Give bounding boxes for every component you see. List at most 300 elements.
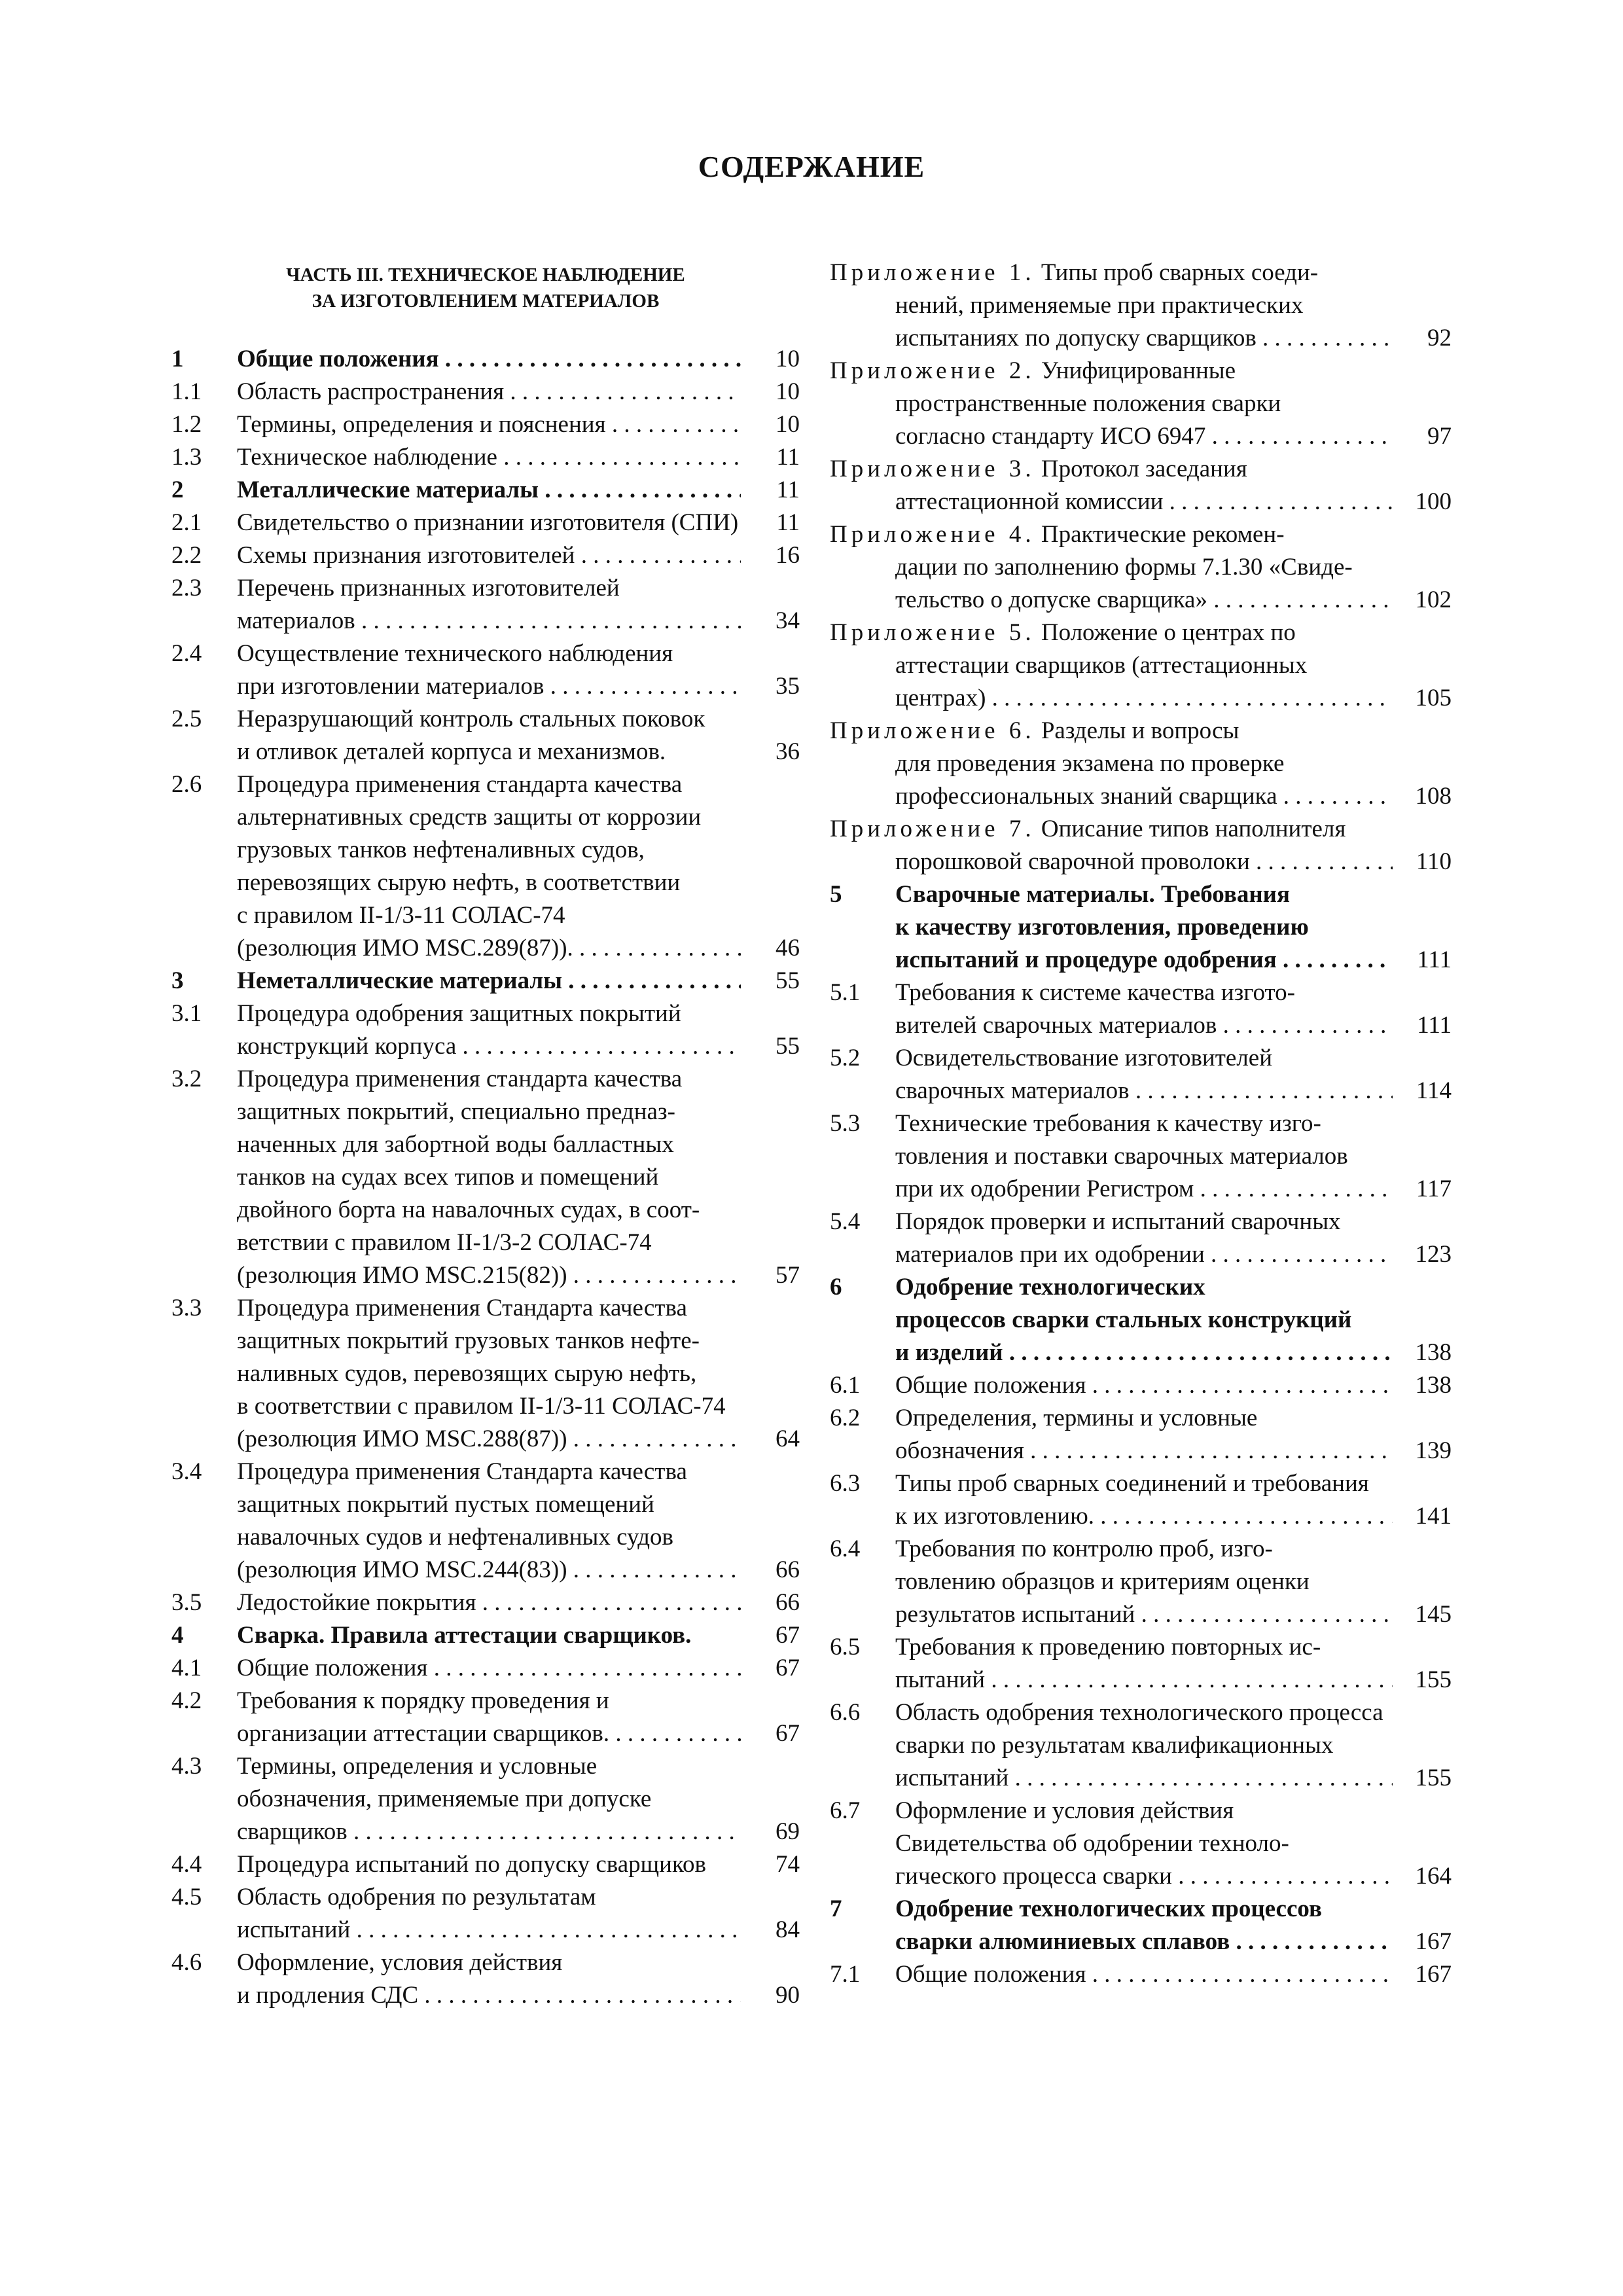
toc-line (830, 1435, 1452, 1467)
toc-line (171, 1161, 800, 1194)
toc-line (830, 1042, 1452, 1075)
toc-line (171, 343, 800, 376)
toc-section-number: 6.3 (830, 1470, 861, 1497)
toc-page-number: 10 (776, 411, 800, 438)
toc-page-number: 92 (1427, 325, 1452, 351)
toc-line (171, 1914, 800, 1946)
toc-page-number: 141 (1415, 1503, 1452, 1530)
toc-line (830, 1958, 1452, 1991)
toc-entry-title: (резолюция ИМО MSC.288(87)) . . . (237, 1423, 741, 1456)
toc-entry-title: профессиональных знаний сварщика . . . (895, 780, 1393, 813)
toc-line (171, 441, 800, 474)
toc-line (830, 1827, 1452, 1860)
toc-section-number: 1.1 (171, 378, 202, 405)
toc-page-number: 35 (776, 673, 800, 700)
toc-entry-title: альтернативных средств защиты от коррозии (237, 804, 702, 831)
toc-page-number: 34 (776, 607, 800, 634)
appendix-label: Приложение 6. (830, 717, 1035, 744)
toc-line (830, 944, 1452, 977)
toc-entry-title: Процедура применения Стандарта качества (237, 1295, 687, 1321)
toc-entry-title: Термины, определения и условные (237, 1753, 597, 1780)
toc-section-number: 6.1 (830, 1372, 861, 1399)
toc-line (171, 1750, 800, 1783)
appendix-label: Приложение 1. (830, 259, 1035, 286)
toc-page-number: 111 (1417, 1012, 1452, 1039)
toc-line (830, 551, 1452, 584)
toc-entry-title: Приложение 3. Протокол заседания (830, 456, 1247, 482)
toc-line (830, 355, 1452, 387)
toc-section-number: 2.3 (171, 575, 202, 601)
toc-entry-title: при изготовлении материалов . . . (237, 670, 741, 703)
toc-page-number: 84 (776, 1916, 800, 1943)
toc-entry-title: к их изготовлению. . . . (895, 1500, 1393, 1533)
toc-entry-title: защитных покрытий грузовых танков нефте- (237, 1327, 700, 1354)
toc-section-number: 1 (171, 346, 184, 372)
toc-line (171, 1357, 800, 1390)
toc-line (171, 834, 800, 867)
toc-entry-title: Общие положения . . . (895, 1958, 1393, 1991)
toc-entry-title: сварки алюминиевых сплавов . . . (895, 1926, 1393, 1958)
toc-entry-title: Сварка. Правила аттестации сварщиков. (237, 1622, 692, 1649)
toc-entry-title: Металлические материалы . . . (237, 474, 741, 507)
toc-entry-title: Приложение 1. Типы проб сварных соеди- (830, 259, 1319, 286)
toc-entry-title: Ледостойкие покрытия . . . (237, 1587, 741, 1619)
toc-page-number: 67 (776, 1655, 800, 1681)
toc-section-number: 6.4 (830, 1535, 861, 1562)
toc-section-number: 5.4 (830, 1208, 861, 1235)
toc-page-number: 100 (1415, 488, 1452, 515)
toc-section-number: 4.1 (171, 1655, 202, 1681)
toc-page-number: 164 (1415, 1863, 1452, 1890)
toc-line (830, 1304, 1452, 1336)
toc-line (830, 289, 1452, 322)
toc-entry-title: и изделий . . . (895, 1336, 1393, 1369)
toc-entry-title: Процедура одобрения защитных покрытий (237, 1000, 681, 1027)
toc-entry-title: дации по заполнению формы 7.1.30 «Свиде- (895, 554, 1353, 581)
toc-line (171, 932, 800, 965)
toc-left-column (171, 262, 800, 2012)
toc-section-number: 4.5 (171, 1884, 202, 1910)
toc-line (830, 977, 1452, 1009)
toc-entry-title: Оформление, условия действия (237, 1949, 563, 1976)
toc-entry-title: испытаниях по допуску сварщиков . . . (895, 322, 1393, 355)
toc-line (830, 486, 1452, 518)
toc-entry-title: Процедура применения стандарта качества (237, 1066, 683, 1092)
toc-entry-title: Требования по контролю проб, изго- (895, 1535, 1273, 1562)
toc-line (830, 1631, 1452, 1664)
appendix-label: Приложение 5. (830, 619, 1035, 646)
toc-section-number: 6.2 (830, 1405, 861, 1431)
toc-page-number: 55 (776, 1033, 800, 1060)
toc-line (830, 1598, 1452, 1631)
toc-entry-title: сварщиков . . . (237, 1816, 741, 1848)
toc-line (171, 1717, 800, 1750)
toc-page-number: 55 (776, 967, 800, 994)
toc-line (171, 408, 800, 441)
toc-section-number: 2.4 (171, 640, 202, 667)
toc-entry-title: товлению образцов и критериям оценки (895, 1568, 1310, 1595)
toc-section-number: 3.4 (171, 1458, 202, 1485)
toc-line (171, 965, 800, 997)
toc-section-number: 1.3 (171, 444, 202, 471)
toc-entry-title: Порядок проверки и испытаний сварочных (895, 1208, 1341, 1235)
toc-line (830, 1893, 1452, 1926)
toc-entry-title: ветствии с правилом II-1/3-2 СОЛАС-74 (237, 1229, 652, 1256)
toc-page-number: 167 (1415, 1961, 1452, 1988)
toc-entry-title: Процедура применения Стандарта качества (237, 1458, 687, 1485)
toc-entry-title: материалов при их одобрении . . . (895, 1238, 1393, 1271)
toc-line (171, 899, 800, 932)
toc-entry-title: Свидетельство о признании изготовителя (СПИ) (237, 509, 739, 536)
toc-entry-title: Приложение 2. Унифицированные (830, 357, 1236, 384)
toc-line (830, 257, 1452, 289)
toc-line (830, 1926, 1452, 1958)
toc-entry-title: Общие положения . . . (237, 343, 741, 376)
part-heading-line-2: ЗА ИЗГОТОВЛЕНИЕМ МАТЕРИАЛОВ (312, 291, 660, 312)
toc-entry-title: Процедура испытаний по допуску сварщиков (237, 1851, 707, 1878)
toc-entry-title: Неметаллические материалы . . . (237, 965, 741, 997)
toc-section-number: 3.2 (171, 1066, 202, 1092)
toc-section-number: 6.6 (830, 1699, 861, 1726)
toc-line (171, 1521, 800, 1554)
toc-entry-title: в соответствии с правилом II-1/3-11 СОЛАС-74 (237, 1393, 726, 1420)
toc-line (830, 387, 1452, 420)
toc-entry-title: Оформление и условия действия (895, 1797, 1234, 1824)
toc-section-number: 3 (171, 967, 184, 994)
toc-entry-title: Одобрение технологических процессов (895, 1895, 1322, 1922)
toc-line (171, 1423, 800, 1456)
toc-page-number: 66 (776, 1589, 800, 1616)
toc-line (830, 1664, 1452, 1696)
toc-page-number: 36 (776, 738, 800, 765)
toc-line (830, 1238, 1452, 1271)
toc-line (830, 1271, 1452, 1304)
toc-entry-title: Сварочные материалы. Требования (895, 881, 1291, 908)
toc-line (171, 997, 800, 1030)
toc-entry-title: нений, применяемые при практических (895, 292, 1304, 319)
toc-line (830, 1860, 1452, 1893)
toc-line (171, 1587, 800, 1619)
toc-entry-title: испытаний . . . (895, 1762, 1393, 1795)
toc-line (830, 1140, 1452, 1173)
toc-page-number: 74 (776, 1851, 800, 1878)
toc-line (171, 376, 800, 408)
toc-line (171, 1096, 800, 1128)
toc-page-number: 155 (1415, 1666, 1452, 1693)
appendix-label: Приложение 3. (830, 456, 1035, 482)
toc-entry-title: при их одобрении Регистром . . . (895, 1173, 1393, 1206)
toc-page-number: 69 (776, 1818, 800, 1845)
toc-page-number: 10 (776, 346, 800, 372)
toc-page-number: 11 (776, 509, 800, 536)
toc-line (171, 1783, 800, 1816)
toc-entry-title: Освидетельствование изготовителей (895, 1045, 1272, 1071)
toc-line (171, 1652, 800, 1685)
toc-entry-title: Термины, определения и пояснения . . . (237, 408, 741, 441)
toc-section-number: 4.3 (171, 1753, 202, 1780)
toc-entry-title: Осуществление технического наблюдения (237, 640, 673, 667)
toc-line (171, 1259, 800, 1292)
toc-line (171, 670, 800, 703)
toc-entry-title: наченных для забортной воды балластных (237, 1131, 674, 1158)
toc-line (830, 1107, 1452, 1140)
toc-line (171, 736, 800, 768)
toc-line (830, 813, 1452, 846)
toc-line (830, 1533, 1452, 1566)
toc-line (830, 1729, 1452, 1762)
toc-entry-title: Приложение 5. Положение о центрах по (830, 619, 1296, 646)
toc-entry-title: порошковой сварочной проволоки . . . (895, 846, 1393, 878)
toc-entry-title: тельство о допуске сварщика» . . . (895, 584, 1393, 617)
toc-entry-title: для проведения экзамена по проверке (895, 750, 1285, 777)
toc-line (171, 1848, 800, 1881)
toc-entry-title: Технические требования к качеству изго- (895, 1110, 1321, 1137)
toc-page-number: 108 (1415, 783, 1452, 810)
toc-section-number: 4.6 (171, 1949, 202, 1976)
toc-entry-title: (резолюция ИМО MSC.289(87)). . . . (237, 932, 741, 965)
toc-section-number: 5.3 (830, 1110, 861, 1137)
toc-line (830, 682, 1452, 715)
toc-line (171, 1325, 800, 1357)
toc-entry-title: перевозящих сырую нефть, в соответствии (237, 869, 681, 896)
toc-line (830, 1336, 1452, 1369)
toc-entry-title: испытаний . . . (237, 1914, 741, 1946)
toc-page-number: 139 (1415, 1437, 1452, 1464)
toc-section-number: 1.2 (171, 411, 202, 438)
toc-entry-title: (резолюция ИМО MSC.244(83)) . . . (237, 1554, 741, 1587)
toc-entry-title: процессов сварки стальных конструкций (895, 1306, 1352, 1333)
toc-line (830, 911, 1452, 944)
toc-line (171, 1292, 800, 1325)
toc-line (830, 617, 1452, 649)
toc-entry-title: сварки по результатам квалификационных (895, 1732, 1334, 1759)
toc-line (171, 1685, 800, 1717)
toc-line (171, 1554, 800, 1587)
toc-entry-title: Перечень признанных изготовителей (237, 575, 620, 601)
toc-entry-title: центрах) . . . (895, 682, 1393, 715)
toc-entry-title: навалочных судов и нефтеналивных судов (237, 1524, 674, 1551)
toc-section-number: 2.2 (171, 542, 202, 569)
toc-section-number: 2.6 (171, 771, 202, 798)
toc-line (171, 507, 800, 539)
toc-page-number: 10 (776, 378, 800, 405)
toc-entry-title: Область распространения . . . (237, 376, 741, 408)
toc-line (830, 747, 1452, 780)
appendix-label: Приложение 4. (830, 521, 1035, 548)
toc-line (830, 1173, 1452, 1206)
toc-page-number: 155 (1415, 1765, 1452, 1791)
toc-line (171, 539, 800, 572)
toc-line (171, 1227, 800, 1259)
toc-right-column (830, 257, 1452, 1991)
toc-line (830, 1762, 1452, 1795)
toc-line (830, 1696, 1452, 1729)
toc-entry-title: (резолюция ИМО MSC.215(82)) . . . (237, 1259, 741, 1292)
toc-page-number: 117 (1416, 1175, 1452, 1202)
toc-line (830, 715, 1452, 747)
appendix-label: Приложение 2. (830, 357, 1035, 384)
toc-entry-title: Область одобрения по результатам (237, 1884, 596, 1910)
toc-section-number: 3.5 (171, 1589, 202, 1616)
toc-line (171, 703, 800, 736)
toc-section-number: 2.5 (171, 706, 202, 732)
toc-entry-title: аттестационной комиссии . . . (895, 486, 1393, 518)
toc-page-number: 167 (1415, 1928, 1452, 1955)
toc-section-number: 7.1 (830, 1961, 861, 1988)
toc-line (830, 649, 1452, 682)
toc-entry-title: Область одобрения технологического процесса (895, 1699, 1383, 1726)
toc-line (171, 1063, 800, 1096)
toc-line (171, 474, 800, 507)
toc-page-number: 145 (1415, 1601, 1452, 1628)
toc-line (830, 1467, 1452, 1500)
toc-entry-title: наливных судов, перевозящих сырую нефть, (237, 1360, 697, 1387)
toc-entry-title: пространственные положения сварки (895, 390, 1281, 417)
toc-entry-title: защитных покрытий пустых помещений (237, 1491, 654, 1518)
toc-page-number: 66 (776, 1556, 800, 1583)
toc-line (830, 1402, 1452, 1435)
toc-line (171, 1390, 800, 1423)
toc-section-number: 4 (171, 1622, 184, 1649)
toc-line (830, 1795, 1452, 1827)
toc-entry-title: Приложение 7. Описание типов наполнителя (830, 816, 1346, 842)
toc-line (830, 1075, 1452, 1107)
toc-line (830, 1369, 1452, 1402)
toc-entry-title: Свидетельства об одобрении техноло- (895, 1830, 1289, 1857)
appendix-label: Приложение 7. (830, 816, 1035, 842)
toc-line (830, 420, 1452, 453)
toc-page-number: 110 (1416, 848, 1452, 875)
toc-page-number: 138 (1415, 1339, 1452, 1366)
toc-entry-title: обозначения, применяемые при допуске (237, 1785, 652, 1812)
toc-page-number: 16 (776, 542, 800, 569)
toc-entry-title: результатов испытаний . . . (895, 1598, 1393, 1631)
toc-line (830, 1206, 1452, 1238)
toc-entry-title: согласно стандарту ИСО 6947 . . . (895, 420, 1393, 453)
toc-section-number: 6 (830, 1274, 842, 1300)
toc-line (171, 1488, 800, 1521)
toc-line (171, 867, 800, 899)
toc-entry-title: Общие положения . . . (237, 1652, 741, 1685)
toc-entry-title: Типы проб сварных соединений и требования (895, 1470, 1369, 1497)
toc-entry-title: конструкций корпуса . . . (237, 1030, 741, 1063)
toc-entry-title: грузовых танков нефтеналивных судов, (237, 836, 645, 863)
toc-page-number: 67 (776, 1622, 800, 1649)
toc-entry-title: организации аттестации сварщиков. . . . (237, 1717, 741, 1750)
toc-entry-title: и продления СДС . . . (237, 1979, 741, 2012)
toc-line (830, 518, 1452, 551)
toc-entry-title: материалов . . . (237, 605, 741, 637)
toc-line (171, 605, 800, 637)
toc-line (830, 584, 1452, 617)
toc-page-number: 138 (1415, 1372, 1452, 1399)
part-heading (230, 262, 741, 314)
toc-entry-title: испытаний и процедуре одобрения . . . (895, 944, 1393, 977)
part-heading-line-1: ЧАСТЬ III. ТЕХНИЧЕСКОЕ НАБЛЮДЕНИЕ (286, 264, 685, 285)
toc-line (171, 1030, 800, 1063)
toc-entry-title: с правилом II-1/3-11 СОЛАС-74 (237, 902, 565, 929)
toc-line (171, 1946, 800, 1979)
toc-entry-title: аттестации сварщиков (аттестационных (895, 652, 1308, 679)
toc-line (171, 572, 800, 605)
toc-page-number: 64 (776, 1426, 800, 1452)
toc-entry-title: сварочных материалов . . . (895, 1075, 1393, 1107)
toc-page-number: 67 (776, 1720, 800, 1747)
toc-entry-title: товления и поставки сварочных материалов (895, 1143, 1348, 1170)
toc-section-number: 3.3 (171, 1295, 202, 1321)
toc-line (171, 801, 800, 834)
toc-line (171, 1816, 800, 1848)
toc-entry-title: обозначения . . . (895, 1435, 1393, 1467)
toc-page-number: 111 (1417, 946, 1452, 973)
toc-line (830, 846, 1452, 878)
toc-line (830, 1500, 1452, 1533)
toc-page-number: 46 (776, 935, 800, 961)
toc-section-number: 6.5 (830, 1634, 861, 1660)
toc-entry-title: Одобрение технологических (895, 1274, 1205, 1300)
toc-entry-title: Требования к порядку проведения и (237, 1687, 609, 1714)
toc-entry-title: Приложение 6. Разделы и вопросы (830, 717, 1240, 744)
toc-section-number: 7 (830, 1895, 842, 1922)
toc-line (171, 1979, 800, 2012)
toc-entry-title: гического процесса сварки . . . (895, 1860, 1393, 1893)
toc-line (171, 1619, 800, 1652)
toc-entry-title: пытаний . . . (895, 1664, 1393, 1696)
toc-page-number: 11 (776, 444, 800, 471)
toc-entry-title: и отливок деталей корпуса и механизмов. (237, 738, 666, 765)
toc-section-number: 3.1 (171, 1000, 202, 1027)
toc-page-number: 11 (776, 476, 800, 503)
toc-section-number: 6.7 (830, 1797, 861, 1824)
toc-line (171, 1881, 800, 1914)
toc-entry-title: Требования к проведению повторных ис- (895, 1634, 1321, 1660)
toc-line (171, 1194, 800, 1227)
toc-line (830, 780, 1452, 813)
toc-page-number: 90 (776, 1982, 800, 2009)
toc-section-number: 5 (830, 881, 842, 908)
page-title: СОДЕРЖАНИЕ (698, 150, 925, 183)
toc-section-number: 5.2 (830, 1045, 861, 1071)
toc-section-number: 5.1 (830, 979, 861, 1006)
toc-line (830, 1009, 1452, 1042)
toc-line (830, 878, 1452, 911)
toc-entry-title: Определения, термины и условные (895, 1405, 1258, 1431)
toc-entry-title: двойного борта на навалочных судах, в соот- (237, 1196, 700, 1223)
toc-page-number: 102 (1415, 586, 1452, 613)
toc-entry-title: Общие положения . . . (895, 1369, 1393, 1402)
toc-page-number: 114 (1416, 1077, 1452, 1104)
toc-entry-title: Техническое наблюдение . . . (237, 441, 741, 474)
toc-entry-title: Приложение 4. Практические рекомен- (830, 521, 1285, 548)
toc-section-number: 4.4 (171, 1851, 202, 1878)
toc-line (830, 322, 1452, 355)
toc-entry-title: танков на судах всех типов и помещений (237, 1164, 659, 1191)
toc-page-number: 105 (1415, 685, 1452, 711)
toc-page-number: 123 (1415, 1241, 1452, 1268)
toc-page-number: 57 (776, 1262, 800, 1289)
toc-page-number: 97 (1427, 423, 1452, 450)
toc-section-number: 4.2 (171, 1687, 202, 1714)
toc-entry-title: вителей сварочных материалов . . . (895, 1009, 1393, 1042)
toc-line (171, 637, 800, 670)
toc-line (171, 768, 800, 801)
toc-line (171, 1128, 800, 1161)
toc-entry-title: Неразрушающий контроль стальных поковок (237, 706, 705, 732)
toc-entry-title: к качеству изготовления, проведению (895, 914, 1309, 941)
toc-line (830, 1566, 1452, 1598)
toc-section-number: 2.1 (171, 509, 202, 536)
toc-entry-title: Требования к системе качества изгото- (895, 979, 1296, 1006)
